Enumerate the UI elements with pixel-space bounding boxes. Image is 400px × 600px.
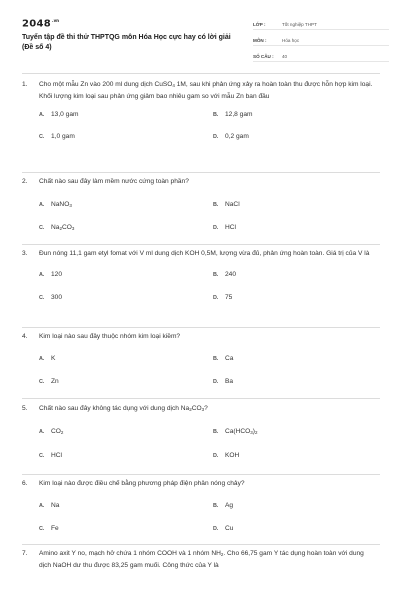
answer-option-c[interactable] xyxy=(39,224,74,231)
answer-option-d[interactable] xyxy=(213,224,236,231)
answer-option-b[interactable] xyxy=(213,428,258,435)
question-6 xyxy=(22,479,382,532)
answer-option-c[interactable] xyxy=(39,452,62,459)
answer-option-c[interactable] xyxy=(39,525,59,532)
option-letter: C. xyxy=(39,294,45,301)
answer-option-d[interactable] xyxy=(213,294,232,301)
answer-options xyxy=(22,494,382,532)
option-letter: D. xyxy=(213,134,219,141)
option-text: Ag xyxy=(225,501,234,509)
subscript: 3 xyxy=(250,429,253,435)
option-text: 300 xyxy=(51,293,63,301)
question-text: Kim loại nào được điều chế bằng phương pháp điện phân nóng chảy? xyxy=(39,480,245,487)
option-letter: D. xyxy=(213,224,219,231)
question-text: Cho một mẫu Zn vào 200 ml dung dịch CuSO$_4$ 1M, sau khi phản ứng xảy ra hoàn toàn thu được hỗn hợp kim loại. Khối lượng kim loại sau phản ứng giảm bao nhiêu gam so với mẫu Zn ban đầu xyxy=(39,81,373,100)
divider xyxy=(22,327,380,328)
option-letter: B. xyxy=(213,271,219,278)
answer-option-a[interactable] xyxy=(39,201,72,208)
option-letter: B. xyxy=(213,502,219,509)
option-text: Fe xyxy=(51,524,59,532)
answer-option-a[interactable] xyxy=(39,111,79,118)
option-text: NaCl xyxy=(225,200,240,208)
question-text: Kim loại nào sau đây thuộc nhóm kim loại kiềm? xyxy=(39,333,181,340)
option-letter: A. xyxy=(39,502,45,509)
option-text: Ba xyxy=(225,377,234,385)
divider xyxy=(22,544,380,545)
option-letter: D. xyxy=(213,452,219,459)
subscript: 3 xyxy=(201,407,205,412)
question-5 xyxy=(22,404,382,459)
divider xyxy=(22,172,380,173)
option-letter: B. xyxy=(213,112,219,119)
option-letter: A. xyxy=(39,428,45,435)
option-text: 12,8 gam xyxy=(225,111,253,119)
subscript: 3 xyxy=(69,202,72,208)
answer-option-c[interactable] xyxy=(39,133,75,140)
answer-option-d[interactable] xyxy=(213,452,239,459)
answer-option-a[interactable] xyxy=(39,428,63,435)
document-meta xyxy=(253,16,389,64)
option-text: $CO_2$ xyxy=(51,427,64,435)
answer-option-d[interactable] xyxy=(213,133,249,140)
option-text: 1,0 gam xyxy=(51,133,75,141)
question-text: Chất nào sau đây làm mềm nước cứng toàn phần? xyxy=(39,178,189,185)
divider xyxy=(22,398,380,399)
subscript: 3 xyxy=(71,225,75,231)
option-text: $Ca(HCO_3)_2$ xyxy=(225,427,258,435)
logo-text: 2048 xyxy=(22,18,52,30)
option-text: Cu xyxy=(225,524,234,532)
option-text: Zn xyxy=(51,377,59,385)
meta-value: Tốt nghiệp THPT xyxy=(282,22,317,27)
question-text: Chất nào sau đây không tác dụng với dung dịch $Na_2CO_3$? xyxy=(39,405,208,412)
divider xyxy=(22,474,380,475)
question-number: 7. xyxy=(22,550,28,557)
answer-options xyxy=(22,420,382,459)
option-letter: A. xyxy=(39,201,45,208)
answer-option-d[interactable] xyxy=(213,525,233,532)
subscript: 2 xyxy=(59,225,62,231)
question-number: 3. xyxy=(22,250,28,257)
subscript: 2 xyxy=(220,552,224,557)
question-number: 4. xyxy=(22,333,28,340)
option-letter: C. xyxy=(39,134,45,141)
meta-value: Hóa học xyxy=(282,38,300,43)
option-letter: C. xyxy=(39,452,45,459)
document-title: Tuyển tập đề thi thử THPTQG môn Hóa Học cực hay có lời giải (Đề số 4) xyxy=(22,34,231,51)
meta-row-subject xyxy=(253,32,389,46)
divider xyxy=(22,244,380,245)
answer-option-b[interactable] xyxy=(213,111,253,118)
divider xyxy=(22,73,380,74)
option-letter: B. xyxy=(213,428,219,435)
option-letter: A. xyxy=(39,271,45,278)
option-letter: C. xyxy=(39,378,45,385)
answer-option-a[interactable] xyxy=(39,502,59,509)
question-number: 6. xyxy=(22,480,28,487)
question-7 xyxy=(22,549,382,571)
question-number: 1. xyxy=(22,81,28,88)
document-header xyxy=(22,14,382,68)
option-text: 240 xyxy=(225,270,237,278)
option-letter: B. xyxy=(213,201,219,208)
answer-option-b[interactable] xyxy=(213,355,233,362)
option-letter: C. xyxy=(39,525,45,532)
option-letter: D. xyxy=(213,294,219,301)
answer-option-c[interactable] xyxy=(39,294,62,301)
option-text: KOH xyxy=(225,451,240,459)
option-text: Na xyxy=(51,501,60,509)
answer-option-d[interactable] xyxy=(213,378,233,385)
question-number: 2. xyxy=(22,178,28,185)
answer-options xyxy=(22,106,382,141)
subscript: 2 xyxy=(255,429,258,435)
option-letter: A. xyxy=(39,112,45,119)
option-letter: C. xyxy=(39,224,45,231)
option-text: 13,0 gam xyxy=(51,111,79,119)
question-number: 5. xyxy=(22,405,28,412)
question-1 xyxy=(22,80,382,141)
answer-options xyxy=(22,192,382,231)
option-letter: D. xyxy=(213,525,219,532)
option-letter: D. xyxy=(213,378,219,385)
question-text: Đun nóng 11,1 gam etyl fomat với V ml dung dịch KOH 0,5M, lượng vừa đủ, phản ứng hoàn toàn. Giá trị của V là xyxy=(39,250,370,257)
option-letter: B. xyxy=(213,355,219,362)
option-text: $Na_2CO_3$ xyxy=(51,223,75,231)
meta-label: LỚP : xyxy=(253,22,266,27)
subscript: 4 xyxy=(172,83,175,88)
question-text: Amino axit Y no, mạch hở chứa 1 nhóm COOH và 1 nhóm $NH_2$. Cho 66,75 gam Y tác dụng hoàn toàn với dung dịch NaOH dư thu được 83,25 gam muối. Công thức của Y là xyxy=(39,550,364,569)
option-text: NaNO$_3$ xyxy=(51,200,72,208)
option-text: HCl xyxy=(225,223,236,231)
answer-option-a[interactable] xyxy=(39,271,62,278)
answer-option-b[interactable] xyxy=(213,271,236,278)
question-2 xyxy=(22,177,382,231)
meta-row-count xyxy=(253,48,389,62)
meta-label: SỐ CÂU : xyxy=(253,54,274,59)
option-text: HCl xyxy=(51,451,62,459)
meta-label: MÔN : xyxy=(253,38,267,43)
meta-value: 40 xyxy=(282,54,288,59)
meta-row-class xyxy=(253,16,389,30)
question-4 xyxy=(22,332,382,385)
option-text: 120 xyxy=(51,270,63,278)
answer-options xyxy=(22,347,382,385)
answer-options xyxy=(22,264,382,301)
answer-option-a[interactable] xyxy=(39,355,55,362)
subscript: 2 xyxy=(189,407,192,412)
logo-suffix: .vn xyxy=(52,18,60,23)
answer-option-c[interactable] xyxy=(39,378,59,385)
option-text: K xyxy=(51,354,56,362)
answer-option-b[interactable] xyxy=(213,201,240,208)
option-text: 75 xyxy=(225,293,233,301)
option-letter: A. xyxy=(39,355,45,362)
option-text: Ca xyxy=(225,354,234,362)
site-logo[interactable] xyxy=(22,18,59,29)
subscript: 2 xyxy=(60,429,64,435)
answer-option-b[interactable] xyxy=(213,502,233,509)
question-3 xyxy=(22,249,382,301)
option-text: 0,2 gam xyxy=(225,133,249,141)
